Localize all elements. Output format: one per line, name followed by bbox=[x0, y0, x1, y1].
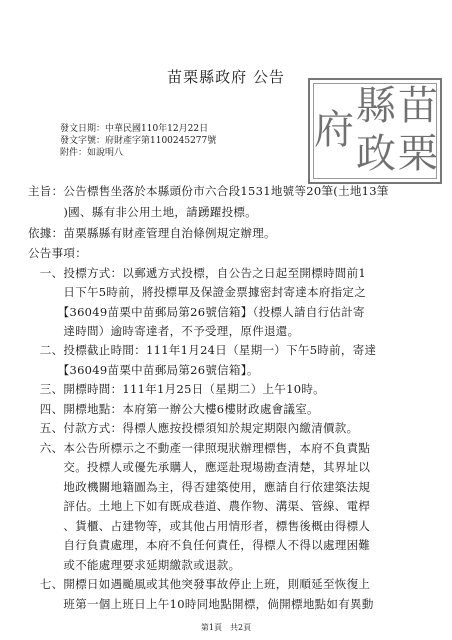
document-number: 發文字號：府財產字第1100245277號 bbox=[60, 136, 217, 146]
seal-char: 苗 bbox=[398, 83, 438, 129]
page-number: 第1頁 共2頁 bbox=[200, 623, 252, 632]
seal-char: 政 bbox=[356, 131, 396, 177]
item-line: 或不能處理要求延期繳款或退款。 bbox=[28, 558, 241, 572]
page-title: 苗栗縣政府 公告 bbox=[167, 68, 285, 86]
item-line: 交。投標人或優先承購人，應逕赴現場勘查清楚，其界址以 bbox=[28, 460, 371, 474]
item-line: 評估。土地上下如有既成巷道、農作物、溝渠、管線、電桿 bbox=[28, 499, 371, 513]
official-seal bbox=[308, 78, 442, 184]
item-line: 、貨櫃、占建物等，或其他占用情形者，標售後概由得標人 bbox=[28, 519, 371, 533]
item-line: 二、投標截止時間：111年1月24日（星期一）下午5時前，寄達 bbox=[28, 343, 377, 357]
items-heading: 公告事項： bbox=[28, 246, 87, 260]
item-line: 地政機關地籍圖為主，得否建築使用，應請自行依建築法規 bbox=[28, 480, 371, 494]
attachment-note: 附件：如說明八 bbox=[60, 148, 124, 158]
issue-date: 發文日期：中華民國110年12月22日 bbox=[60, 124, 209, 134]
seal-char: 縣 bbox=[356, 83, 396, 129]
seal-char: 府 bbox=[314, 107, 354, 153]
basis-line: 依據：苗栗縣縣有財產管理自治條例規定辦理。 bbox=[28, 226, 276, 240]
item-line: 日下午5時前，將投標單及保證金票據密封寄達本府指定之 bbox=[28, 285, 367, 299]
item-line: 自行負責處理，本府不負任何責任，得標人不得以處理困難 bbox=[28, 538, 371, 552]
seal-char: 栗 bbox=[398, 131, 438, 177]
item-line: 五、付款方式：得標人應按投標須知於規定期限內繳清價款。 bbox=[28, 421, 359, 435]
item-line: 班第一個上班日上午10時同地點開標，倘開標地點如有異動 bbox=[28, 597, 374, 611]
item-line: 【36049苗栗中苗郵局第26號信箱】。 bbox=[28, 363, 259, 377]
item-line: 三、開標時間：111年1月25日（星期二）上午10時。 bbox=[28, 382, 325, 396]
item-line: 六、本公告所標示之不動產一律照現狀辦理標售，本府不負責點 bbox=[28, 441, 371, 455]
item-line: 四、開標地點：本府第一辦公大樓6樓財政處會議室。 bbox=[28, 402, 319, 416]
subject-line: 主旨：公告標售坐落於本縣頭份市六合段1531地號等20筆(土地13筆 bbox=[28, 184, 389, 198]
item-line: 【36049苗栗中苗郵局第26號信箱】（投標人請自行估計寄 bbox=[28, 305, 365, 319]
item-line: 達時間）逾時寄達者，不予受理，原件退還。 bbox=[28, 324, 300, 338]
item-line: 七、開標日如遇颱風或其他突發事故停止上班，則順延至恢復上 bbox=[28, 577, 371, 591]
subject-line: )國、縣有非公用土地，請踴躍投標。 bbox=[28, 205, 257, 219]
item-line: 一、投標方式：以郵遞方式投標，自公告之日起至開標時間前1 bbox=[28, 266, 367, 280]
